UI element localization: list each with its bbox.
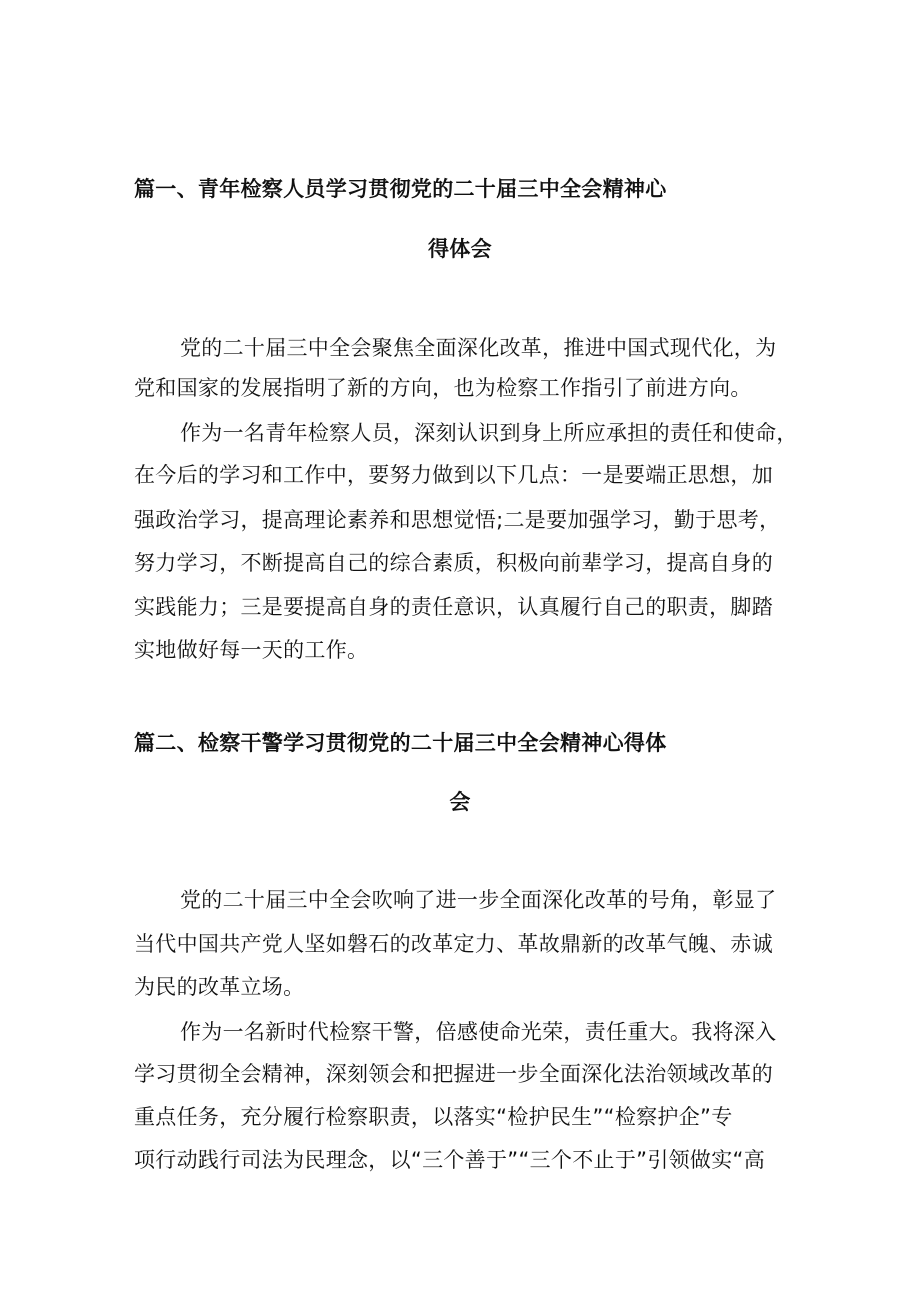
section2-p1-line1: 党的二十届三中全会吹响了进一步全面深化改革的号角，彰显了: [180, 888, 777, 912]
section1-p1-line1: 党的二十届三中全会聚焦全面深化改革，推进中国式现代化，为: [180, 336, 777, 360]
section2-p1-line2: 当代中国共产党人坚如磐石的改革定力、革故鼎新的改革气魄、赤诚: [134, 932, 773, 956]
section1-p2-line4: 努力学习，不断提高自己的综合素质，积极向前辈学习，提高自身的: [134, 551, 773, 575]
section1-heading-line2: 得体会: [428, 237, 492, 261]
section1-heading-line1: 篇一、青年检察人员学习贯彻党的二十届三中全会精神心: [134, 177, 667, 201]
section2-p2-line3: 重点任务，充分履行检察职责，以落实“检护民生”“检察护企”专: [134, 1105, 733, 1129]
section1-p1-line2: 党和国家的发展指明了新的方向，也为检察工作指引了前进方向。: [134, 376, 752, 400]
section2-p2-line4: 项行动践行司法为民理念，以“三个善于”“三个不止于”引领做实“高: [134, 1148, 765, 1172]
section2-p2-line1: 作为一名新时代检察干警，倍感使命光荣，责任重大。我将深入: [180, 1020, 777, 1044]
section2-p1-line3: 为民的改革立场。: [134, 975, 305, 999]
section1-p2-line3: 强政治学习，提高理论素养和思想觉悟;二是要加强学习，勤于思考，: [134, 508, 781, 532]
section2-heading-line1: 篇二、检察干警学习贯彻党的二十届三中全会精神心得体: [134, 731, 667, 755]
section1-p2-line5: 实践能力；三是要提高自身的责任意识，认真履行自己的职责，脚踏: [134, 595, 773, 619]
section1-p2-line2: 在今后的学习和工作中，要努力做到以下几点：一是要端正思想，加: [134, 463, 773, 487]
section2-heading-line2: 会: [449, 790, 471, 814]
section1-p2-line6: 实地做好每一天的工作。: [134, 638, 369, 662]
section1-p2-line1: 作为一名青年检察人员，深刻认识到身上所应承担的责任和使命，: [180, 421, 798, 445]
section2-p2-line2: 学习贯彻全会精神，深刻领会和把握进一步全面深化法治领域改革的: [134, 1062, 773, 1086]
